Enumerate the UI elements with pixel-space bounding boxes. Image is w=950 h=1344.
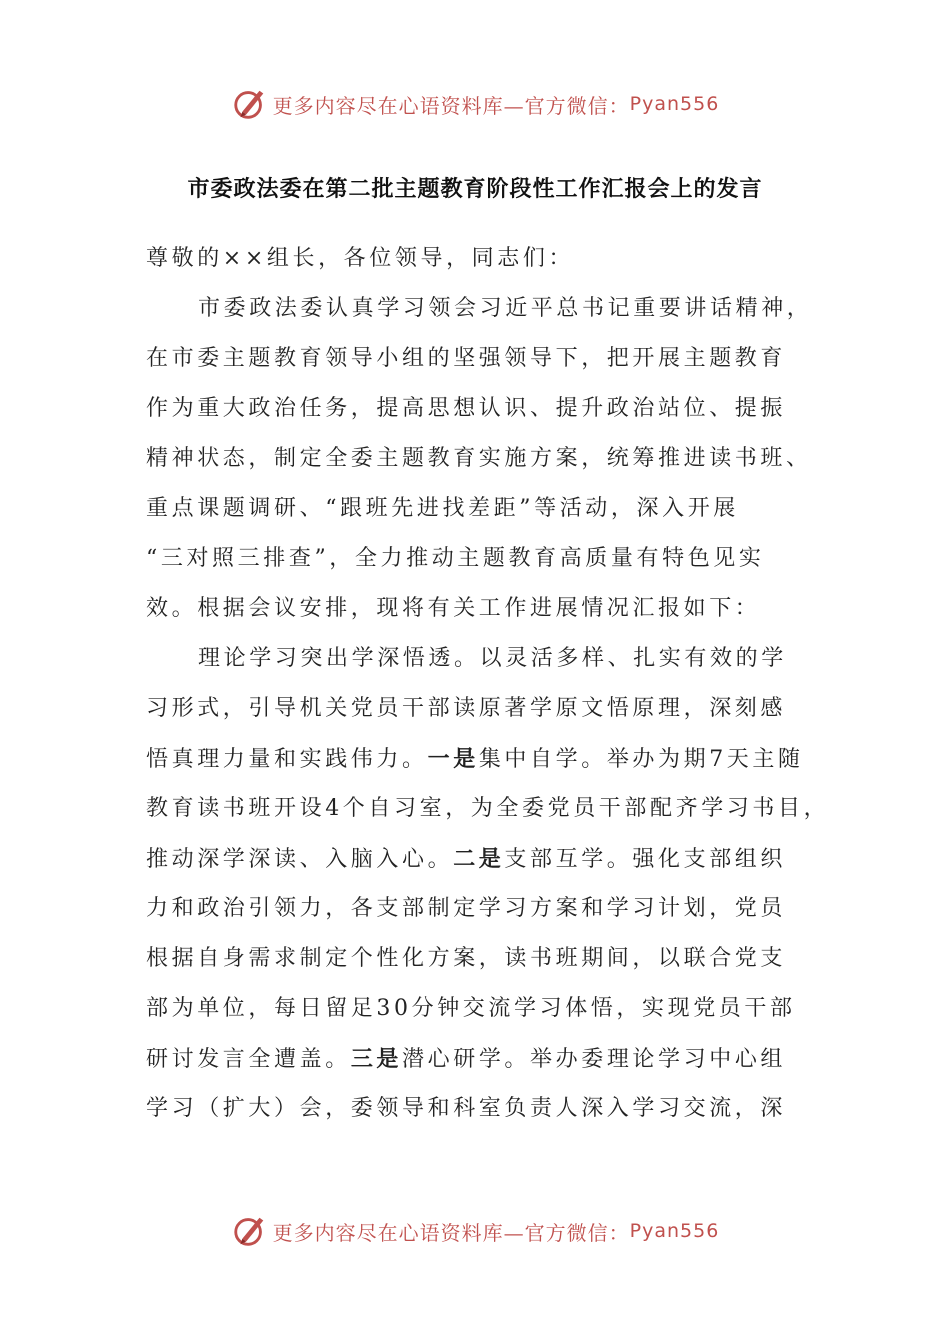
footer-watermark-banner	[0, 1211, 950, 1251]
footer-banner-text: 更多内容尽在心语资料库—官方微信：	[272, 1220, 630, 1245]
bold-marker: 一是	[427, 746, 479, 772]
text-line: 尊敬的××组长，各位领导，同志们：	[146, 246, 575, 271]
text-line: 在市委主题教育领导小组的坚强领导下，把开展主题教育	[146, 346, 787, 371]
text-line	[146, 1034, 826, 1084]
header-watermark-banner	[0, 84, 950, 124]
text-line: 教育读书班开设4个自习室，为全委党员干部配齐学习书目，	[146, 796, 830, 821]
header-banner-text: 更多内容尽在心语资料库—官方微信：	[272, 93, 630, 118]
text-line: 部为单位，每日留足30分钟交流学习体悟，实现党员干部	[146, 996, 796, 1021]
pen-logo-icon	[231, 85, 269, 123]
text-line: 习形式，引导机关党员干部读原著学原文悟原理，深刻感	[146, 696, 787, 721]
bold-marker: 三是	[350, 1046, 403, 1072]
text-line: 理论学习突出学深悟透。以灵活多样、扎实有效的学	[198, 646, 787, 671]
text-line: 精神状态，制定全委主题教育实施方案，统筹推进读书班、	[146, 446, 812, 471]
footer-banner-wechat-id: Pyan556	[629, 1220, 720, 1242]
bold-marker: 二是	[453, 846, 505, 872]
text-line: 学习（扩大）会，委领导和科室负责人深入学习交流，深	[146, 1096, 787, 1121]
text-line	[146, 834, 826, 884]
text-segment: 支部互学。强化支部组织	[504, 847, 787, 872]
pen-logo-icon	[231, 1212, 269, 1250]
text-line: 重点课题调研、“跟班先进找差距”等活动，深入开展	[146, 496, 739, 521]
text-line: 力和政治引领力，各支部制定学习方案和学习计划，党员	[146, 896, 787, 921]
text-segment: 集中自学。举办为期7天主随	[478, 747, 804, 772]
text-line: 根据自身需求制定个性化方案，读书班期间，以联合党支	[146, 946, 787, 971]
document-title: 市委政法委在第二批主题教育阶段性工作汇报会上的发言	[187, 177, 763, 202]
text-line	[146, 734, 826, 784]
text-line: 市委政法委认真学习领会习近平总书记重要讲话精神，	[198, 296, 813, 321]
text-line: 作为重大政治任务，提高思想认识、提升政治站位、提振	[146, 396, 787, 421]
text-segment: 潜心研学。举办委理论学习中心组	[402, 1047, 787, 1072]
text-line: 效。根据会议安排，现将有关工作进展情况汇报如下：	[146, 596, 761, 621]
header-banner-wechat-id: Pyan556	[629, 93, 720, 115]
text-segment: 悟真理力量和实践伟力。	[146, 747, 428, 772]
text-segment: 推动深学深读、入脑入心。	[146, 847, 454, 872]
text-segment: 研讨发言全遭盖。	[146, 1047, 351, 1072]
text-line: “三对照三排查”，全力推动主题教育高质量有特色见实	[146, 546, 765, 571]
document-body	[146, 234, 830, 1134]
